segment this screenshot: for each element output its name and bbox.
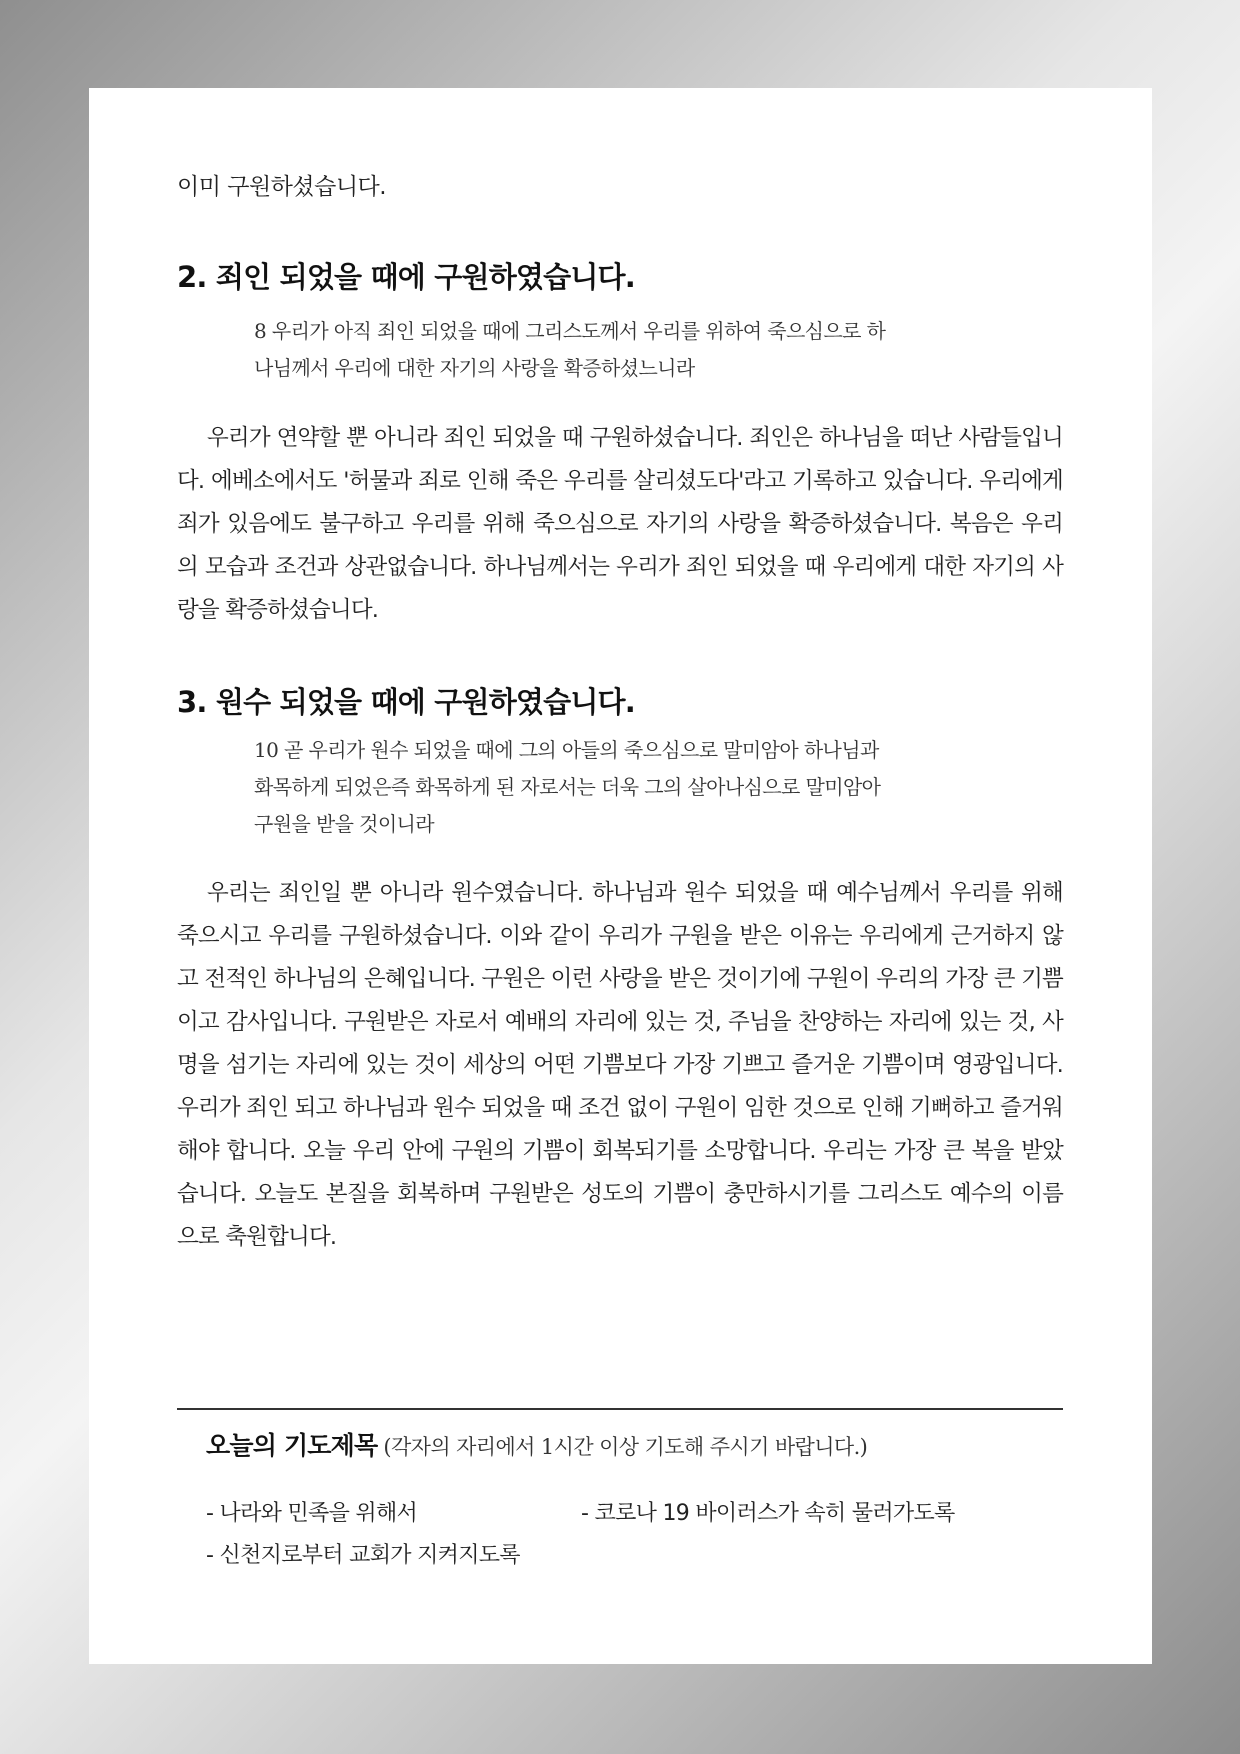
prayer-title: 오늘의 기도제목: [206, 1431, 378, 1460]
document-page: [89, 88, 1152, 1664]
verse-line: 8 우리가 아직 죄인 되었을 때에 그리스도께서 우리를 위하여 죽으심으로 하: [254, 319, 886, 343]
divider: [177, 1408, 1063, 1410]
section-2-verse: [177, 313, 1063, 387]
prayer-item: - 나라와 민족을 위해서: [206, 1501, 418, 1526]
section-3-verse: [177, 732, 1063, 843]
verse-line: 화목하게 되었은즉 화목하게 된 자로서는 더욱 그의 살아나심으로 말미암아: [254, 775, 881, 799]
section-2-heading: 2. 죄인 되었을 때에 구원하였습니다.: [177, 260, 635, 294]
prayer-note: (각자의 자리에서 1시간 이상 기도해 주시기 바랍니다.): [383, 1435, 868, 1459]
section-3-heading: 3. 원수 되었을 때에 구원하였습니다.: [177, 685, 635, 719]
verse-line: 10 곧 우리가 원수 되었을 때에 그의 아들의 죽으심으로 말미암아 하나님과: [254, 738, 879, 762]
verse-line: 구원을 받을 것이니라: [254, 812, 434, 836]
section-2-body: 우리가 연약할 뿐 아니라 죄인 되었을 때 구원하셨습니다. 죄인은 하나님을 떠난 사람들입니다. 에베소에서도 '허물과 죄로 인해 죽은 우리를 살리셨도다'라고 기록하고 있습니다. 우리에게 죄가 있음에도 불구하고 우리를 위해 죽으심으로 자기의 사랑을 확증하셨습니다. 복음은 우리의 모습과 조건과 상관없습니다. 하나님께서는 우리가 죄인 되었을 때 우리에게 대한 자기의 사랑을 확증하셨습니다.: [177, 425, 1063, 623]
prayer-list: [206, 1496, 1026, 1574]
prayer-header: [206, 1426, 1026, 1466]
lead-text: 이미 구원하셨습니다.: [177, 174, 387, 200]
prayer-section: [206, 1426, 1026, 1574]
page-content: [177, 170, 1063, 1259]
section-3-body: 우리는 죄인일 뿐 아니라 원수였습니다. 하나님과 원수 되었을 때 예수님께서 우리를 위해 죽으시고 우리를 구원하셨습니다. 이와 같이 우리가 구원을 받은 이유는 우리에게 근거하지 않고 전적인 하나님의 은혜입니다. 구원은 이런 사랑을 받은 것이기에 구원이 우리의 가장 큰 기쁨이고 감사입니다. 구원받은 자로서 예배의 자리에 있는 것, 주님을 찬양하는 자리에 있는 것, 사명을 섬기는 자리에 있는 것이 세상의 어떤 기쁨보다 가장 기쁘고 즐거운 기쁨이며 영광입니다. 우리가 죄인 되고 하나님과 원수 되었을 때 조건 없이 구원이 임한 것으로 인해 기뻐하고 즐거워해야 합니다. 오늘 우리 안에 구원의 기쁨이 회복되기를 소망합니다. 우리는 가장 큰 복을 받았습니다. 오늘도 본질을 회복하며 구원받은 성도의 기쁨이 충만하시기를 그리스도 예수의 이름으로 축원합니다.: [177, 880, 1063, 1250]
verse-line: 나님께서 우리에 대한 자기의 사랑을 확증하셨느니라: [254, 356, 695, 380]
prayer-item: - 신천지로부터 교회가 지켜지도록: [206, 1543, 520, 1568]
prayer-item: - 코로나 19 바이러스가 속히 물러가도록: [581, 1501, 955, 1526]
